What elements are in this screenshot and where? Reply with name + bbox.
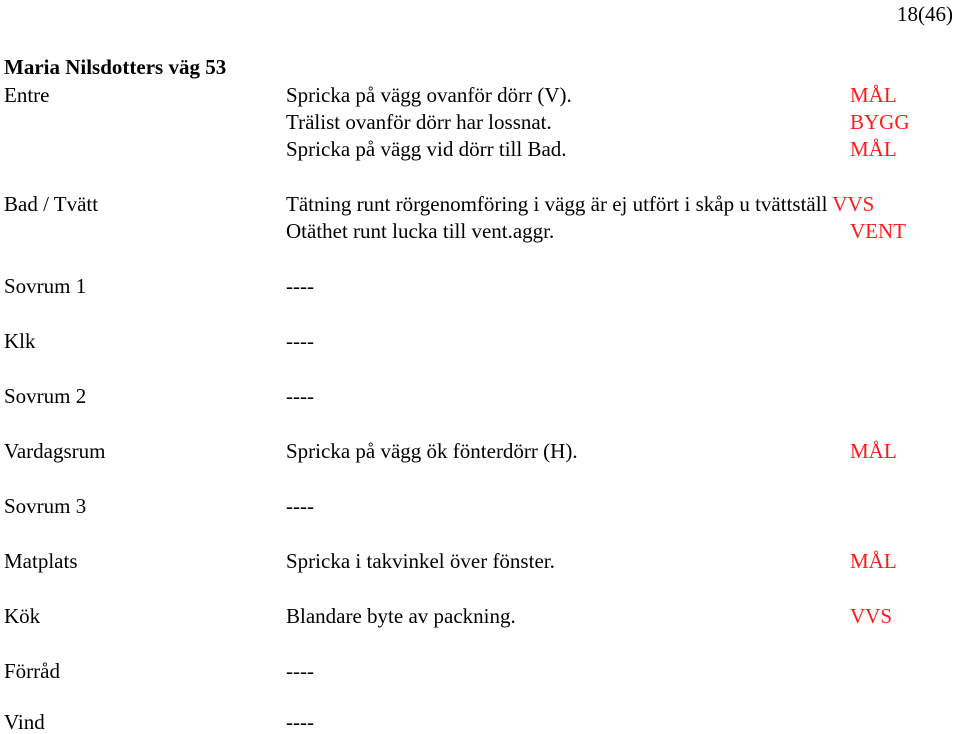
entry-row-sovrum1: [0, 274, 960, 298]
entry-row-entre: [0, 83, 960, 107]
defect-description: ----: [286, 274, 314, 298]
defect-description: Spricka på vägg ovanför dörr (V).: [286, 83, 572, 107]
defect-description: Spricka på vägg vid dörr till Bad.: [286, 137, 567, 161]
defect-text: Tätning runt rörgenomföring i vägg är ej utfört i skåp u tvättställ: [286, 192, 828, 216]
room-label: Matplats: [4, 549, 78, 573]
room-label: Förråd: [4, 659, 60, 683]
entry-row-klk: [0, 329, 960, 353]
defect-description: ----: [286, 659, 314, 683]
entry-row-bad: [0, 192, 960, 216]
page-number: 18(46): [897, 2, 953, 26]
room-label: Sovrum 3: [4, 494, 87, 518]
room-label: Bad / Tvätt: [4, 192, 99, 216]
room-label: Kök: [4, 604, 41, 628]
entry-row-entre-2: [0, 110, 960, 134]
trade-code: MÅL: [850, 83, 897, 107]
defect-description: Spricka på vägg ök fönterdörr (H).: [286, 439, 578, 463]
entry-row-entre-3: [0, 137, 960, 161]
trade-code: MÅL: [850, 439, 897, 463]
address-heading: Maria Nilsdotters väg 53: [4, 55, 227, 79]
room-label: Entre: [4, 83, 50, 107]
defect-description: ----: [286, 710, 314, 734]
room-label: Vardagsrum: [4, 439, 106, 463]
defect-description: ----: [286, 329, 314, 353]
entry-row-sovrum3: [0, 494, 960, 518]
room-label: Vind: [4, 710, 45, 734]
entry-row-sovrum2: [0, 384, 960, 408]
trade-code: VENT: [850, 219, 906, 243]
trade-code: BYGG: [850, 110, 910, 134]
trade-code: VVS: [832, 192, 875, 216]
entry-row-kok: [0, 604, 960, 628]
entry-row-bad-2: [0, 219, 960, 243]
room-label: Klk: [4, 329, 36, 353]
trade-code: MÅL: [850, 137, 897, 161]
defect-description: [286, 192, 874, 216]
trade-code: MÅL: [850, 549, 897, 573]
defect-description: ----: [286, 494, 314, 518]
room-label: Sovrum 2: [4, 384, 87, 408]
defect-description: ----: [286, 384, 314, 408]
defect-description: Trälist ovanför dörr har lossnat.: [286, 110, 552, 134]
defect-description: Otäthet runt lucka till vent.aggr.: [286, 219, 555, 243]
entry-row-matplats: [0, 549, 960, 573]
entry-row-vind: [0, 710, 960, 734]
trade-code: VVS: [850, 604, 893, 628]
room-label: Sovrum 1: [4, 274, 87, 298]
defect-description: Blandare byte av packning.: [286, 604, 516, 628]
entry-row-forrad: [0, 659, 960, 683]
entry-row-vardagsrum: [0, 439, 960, 463]
defect-description: Spricka i takvinkel över fönster.: [286, 549, 555, 573]
